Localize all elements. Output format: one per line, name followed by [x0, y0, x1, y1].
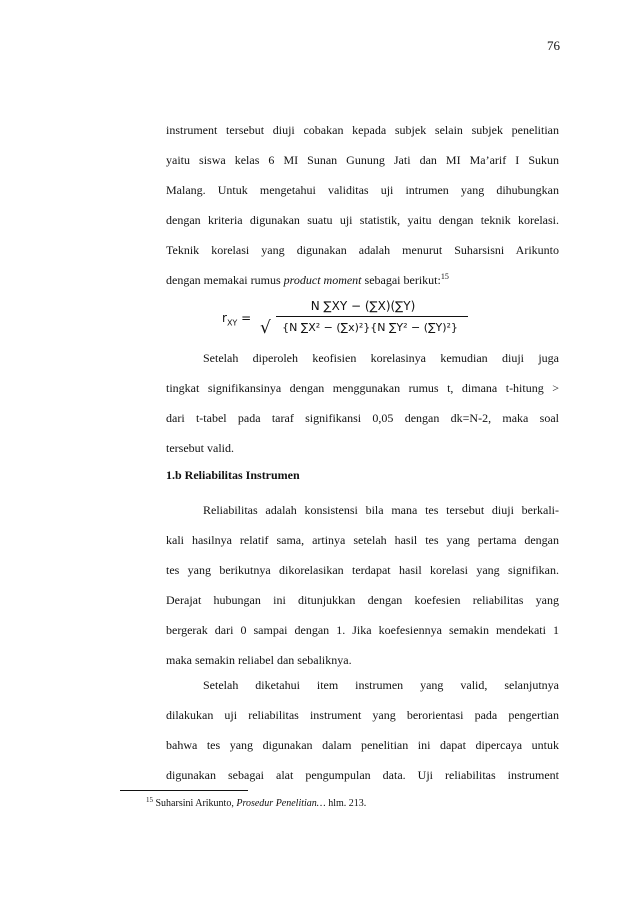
formula-fraction	[258, 296, 468, 339]
text-segment: dengan memakai rumus	[166, 273, 284, 287]
text-line: kali hasilnya relatif sama, artinya setelah hasil tes yang pertama dengan	[166, 533, 559, 547]
text-line: dilakukan uji reliabilitas instrument yang berorientasi pada pengertian	[166, 708, 559, 722]
formula-equals: =	[241, 311, 252, 325]
text-line: tes yang berikutnya dikorelasikan terdapat hasil korelasi yang signifikan.	[166, 563, 559, 577]
text-line	[166, 265, 559, 295]
text-line: instrument tersebut diuji cobakan kepada subjek selain subjek penelitian	[166, 123, 559, 137]
paragraph-1	[166, 115, 559, 295]
section-heading: 1.b Reliabilitas Instrumen	[166, 468, 300, 482]
paragraph-3	[166, 495, 559, 675]
text-line: dari t-tabel pada taraf signifikansi 0,05 dengan dk=N-2, maka soal	[166, 411, 559, 425]
text-line: bahwa tes yang digunakan dalam penelitian ini dapat dipercaya untuk	[166, 738, 559, 752]
text-segment: sebagai berikut:	[361, 273, 441, 287]
text-line: digunakan sebagai alat pengumpulan data. Uji reliabilitas instrument	[166, 768, 559, 782]
text-line: Malang. Untuk mengetahui validitas uji intrumen yang dihubungkan	[166, 183, 559, 197]
text-line: Setelah diketahui item instrumen yang valid, selanjutnya	[203, 678, 559, 692]
text-line: dengan kriteria digunakan suatu uji statistik, yaitu dengan teknik korelasi.	[166, 213, 559, 227]
footnote-title: Prosedur Penelitian…	[236, 798, 326, 809]
formula-numerator: N ∑XY − (∑X)(∑Y)	[310, 299, 416, 313]
page-number: 76	[547, 38, 560, 53]
footnote	[146, 798, 366, 809]
text-line: Derajat hubungan ini ditunjukkan dengan koefesien reliabilitas yang	[166, 593, 559, 607]
formula-denominator: {N ∑X² − (∑x)²}{N ∑Y² − (∑Y)²}	[282, 321, 458, 334]
text-line: bergerak dari 0 sampai dengan 1. Jika koefesiennya semakin mendekati 1	[166, 623, 559, 637]
footnote-author: Suharsini Arikunto,	[155, 798, 237, 809]
text-line: Reliabilitas adalah konsistensi bila mana tes tersebut diuji berkali-	[203, 503, 559, 517]
text-line: tingkat signifikansinya dengan menggunakan rumus t, dimana t-hitung >	[166, 381, 559, 395]
italic-term: product moment	[283, 273, 362, 287]
text-line: yaitu siswa kelas 6 MI Sunan Gunung Jati dan MI Ma’arif I Sukun	[166, 153, 559, 167]
radical-sign: √	[260, 318, 271, 338]
text-line: tersebut valid.	[166, 441, 234, 455]
paragraph-2	[166, 343, 559, 463]
footnote-page: hlm. 213.	[325, 798, 367, 809]
text-line: maka semakin reliabel dan sebaliknya.	[166, 653, 352, 667]
footnote-number: 15	[146, 796, 153, 804]
footnote-reference[interactable]: 15	[440, 272, 449, 281]
formula-lhs-symbol: r	[222, 311, 227, 325]
correlation-formula	[222, 296, 472, 342]
formula-lhs	[222, 311, 251, 327]
formula-lhs-subscript: XY	[226, 318, 238, 328]
text-line: Teknik korelasi yang digunakan adalah menurut Suharsisni Arikunto	[166, 243, 559, 257]
footnote-divider	[120, 790, 248, 791]
paragraph-4	[166, 670, 559, 790]
text-line: Setelah diperoleh keofisien korelasinya kemudian diuji juga	[203, 351, 559, 365]
